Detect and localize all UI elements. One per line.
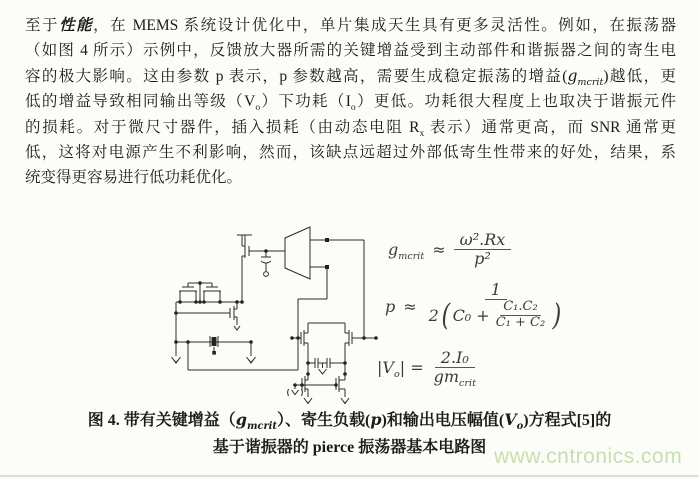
- denominator: 2 ( C₀ + $\frac{\text{C₁.C₂}}{\text{C₁ + C₂}}$ ): [428, 298, 562, 334]
- current-mirror: [176, 283, 242, 356]
- relation-symbol: ≈: [403, 296, 417, 316]
- arrow-down-icon: [234, 326, 240, 330]
- text-token: 低的增益导致相同输出等级（V: [25, 93, 256, 111]
- watermark: www.cntronics.com: [494, 445, 683, 468]
- text-token: x: [419, 127, 425, 139]
- text-token: mcrit: [246, 421, 278, 433]
- fraction: [430, 348, 480, 390]
- junction-dots: [174, 238, 378, 387]
- ground-icon: [304, 398, 312, 404]
- text-token: ）更低。功耗很大程度上也取决于谐振元件: [355, 93, 676, 111]
- text-token: mcrit: [577, 76, 604, 88]
- text-token: 表示）通常更高，而 SNR 通常更: [424, 118, 677, 136]
- tail-mosfets: [288, 363, 349, 404]
- text-token: （如图 4 所示）示例中，反馈放大器所需的关键增益受到主动部件和谐振器之间的寄生电: [25, 42, 676, 60]
- text-token: 振荡器基本电路图: [354, 439, 487, 456]
- vdd-input-mosfet: [237, 235, 285, 302]
- bias-mosfet: [176, 302, 240, 330]
- denominator: $gm_{crit}$: [433, 367, 476, 390]
- text-token: 基于谐振器的: [212, 439, 313, 456]
- text-token: 至于: [25, 17, 60, 34]
- text-token: 统变得更容易进行低功耗优化。: [25, 169, 243, 187]
- text-token: )越低，更: [603, 67, 676, 85]
- ground-icon: [319, 369, 327, 374]
- text-token: p: [370, 410, 382, 429]
- text-token: )和输出电压幅值(: [381, 412, 505, 429]
- numerator: 1: [485, 281, 507, 300]
- left-paren: (: [441, 298, 451, 334]
- numerator: 2.I₀: [435, 349, 475, 368]
- text-token: 容的极大影响。这由参数 p 表示，p 参数越高，需要生成稳定振荡的增益(: [25, 67, 568, 85]
- text-token: V: [504, 410, 517, 429]
- text-token: g: [567, 66, 578, 85]
- equation-p: [385, 280, 567, 334]
- equation-gmcrit: [388, 231, 511, 269]
- ground-icon: [341, 398, 349, 404]
- inner-fraction: $\frac{\text{C₁.C₂}}{\text{C₁ + C₂}}$: [495, 299, 546, 331]
- equation-vo: [377, 348, 480, 390]
- analog-ground-icon: [264, 272, 269, 277]
- text-token: o: [255, 102, 261, 114]
- resonator-symbol: [285, 227, 310, 279]
- text-token: 低，这将对电源产生不利影响，然而，该缺点远超过外部低寄生性带来的好处，结果，系: [25, 143, 676, 161]
- ground-symbols-left: [172, 357, 256, 363]
- numerator: ω².Rx: [454, 231, 512, 250]
- relation-symbol: ≈: [432, 240, 446, 260]
- text-token: 图 4. 带有关键增益（: [87, 412, 236, 429]
- equation-lhs: $g_{mcrit}$: [388, 240, 425, 263]
- text-token: o: [516, 421, 524, 433]
- equation-lhs: p: [385, 296, 396, 316]
- text-token: 性能: [59, 17, 94, 34]
- fraction: [425, 280, 567, 334]
- text-token: ）下功耗（I: [260, 93, 351, 111]
- text-token: ）、寄生负载(: [277, 412, 371, 429]
- text-token: 的损耗。对于微尺寸器件，插入损耗（由动态电阻 R: [25, 118, 420, 136]
- denominator: p²: [474, 249, 491, 269]
- right-paren: ): [552, 298, 562, 334]
- text-token: )方程式[5]的: [523, 412, 612, 429]
- text-token: ，在 MEMS 系统设计优化中，单片集成天生具有更多灵活性。例如，在振荡器: [93, 17, 676, 34]
- text-token: g: [235, 410, 247, 429]
- bottom-rail-current-source: [176, 336, 251, 356]
- coupling-capacitors: [308, 358, 345, 374]
- page-bottom-rule: [0, 475, 699, 477]
- text-token: o: [350, 102, 356, 114]
- load-capacitor: [261, 251, 271, 276]
- fraction: [454, 231, 512, 269]
- equation-lhs: $|V_o|$ =: [377, 358, 424, 381]
- caption-line: [0, 406, 699, 434]
- text-token: pierce: [312, 439, 355, 456]
